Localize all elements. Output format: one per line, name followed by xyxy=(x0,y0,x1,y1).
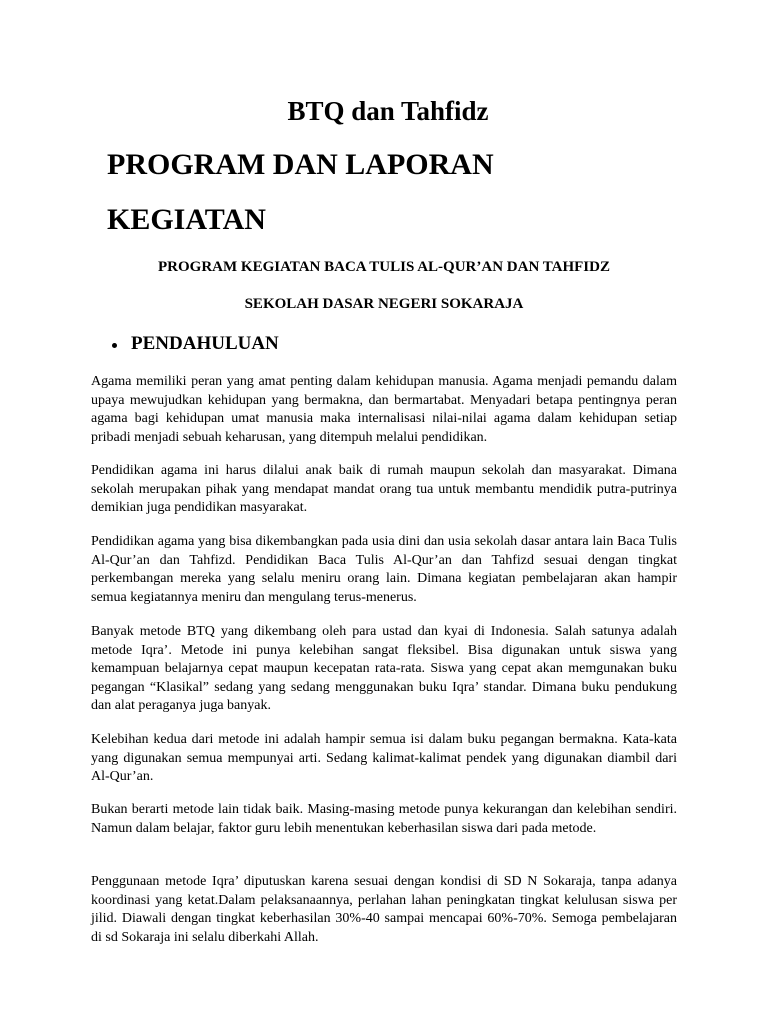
subheading-program: PROGRAM KEGIATAN BACA TULIS AL-QUR’AN DAN TAHFIDZ xyxy=(158,259,610,275)
heading-line-1: PROGRAM DAN LAPORAN xyxy=(107,148,494,181)
bullet-icon xyxy=(112,343,117,348)
paragraph-1: Agama memiliki peran yang amat penting dalam kehidupan manusia. Agama menjadi pemandu dalam upaya mewujudkan kehidupan yang bermakna, dan bermartabat. Menyadari betapa pentingnya peran agama bagi kehidupan umat manusia maka internalisasi nilai-nilai agama dalam kehidupan setiap pribadi menjadi sebuah keharusan, yang ditempuh melalui pendidikan. xyxy=(91,374,677,445)
paragraph-7: Penggunaan metode Iqra’ diputuskan karena sesuai dengan kondisi di SD N Sokaraja, tanpa adanya koordinasi yang ketat.Dalam pelaksanaannya, perlahan lahan peningkatan tingkat kelulusan siswa per jilid. Diawali dengan tingkat keberhasilan 30%-40 sampai mencapai 60%-70%. Semoga pembelajaran di sd Sokaraja ini selalu diberkahi Allah. xyxy=(91,874,677,945)
section-heading xyxy=(112,332,279,356)
document-title: BTQ dan Tahfidz xyxy=(287,96,489,126)
paragraph-2: Pendidikan agama ini harus dilalui anak baik di rumah maupun sekolah dan masyarakat. Dimana sekolah merupakan pihak yang mendapat mandat orang tua untuk membantu mendidik putra-putrinya demikian juga pendidikan masyarakat. xyxy=(91,463,677,515)
paragraph-4: Banyak metode BTQ yang dikembang oleh para ustad dan kyai di Indonesia. Salah satunya adalah metode Iqra’. Metode ini punya kelebihan sangat fleksibel. Bisa digunakan untuk siswa yang kemampuan belajarnya cepat maupun kecepatan rata-rata. Siswa yang cepat akan memgunakan buku pegangan “Klasikal” sedang yang sedang menggunakan buku Iqra’ standar. Dimana buku pendukung dan alat peraganya juga banyak. xyxy=(91,624,677,713)
subheading-school: SEKOLAH DASAR NEGERI SOKARAJA xyxy=(244,296,524,312)
heading-line-2: KEGIATAN xyxy=(107,203,266,236)
paragraph-6: Bukan berarti metode lain tidak baik. Masing-masing metode punya kekurangan dan kelebihan sendiri. Namun dalam belajar, faktor guru lebih menentukan keberhasilan siswa dari pada metode. xyxy=(91,802,677,836)
paragraph-5: Kelebihan kedua dari metode ini adalah hampir semua isi dalam buku pegangan bermakna. Kata-kata yang digunakan semua mempunyai arti. Sedang kalimat-kalimat pendek yang digunakan diambil dari Al-Qur’an. xyxy=(91,732,677,784)
section-title: PENDAHULUAN xyxy=(131,333,279,354)
paragraph-3: Pendidikan agama yang bisa dikembangkan pada usia dini dan usia sekolah dasar antara lain Baca Tulis Al-Qur’an dan Tahfizd. Pendidikan Baca Tulis Al-Qur’an dan Tahfizd sesuai dengan tingkat perkembangan mereka yang selalu meniru orang lain. Dimana kegiatan pembelajaran akan hampir semua kegiatannya meniru dan mengulang terus-menerus. xyxy=(91,534,677,605)
